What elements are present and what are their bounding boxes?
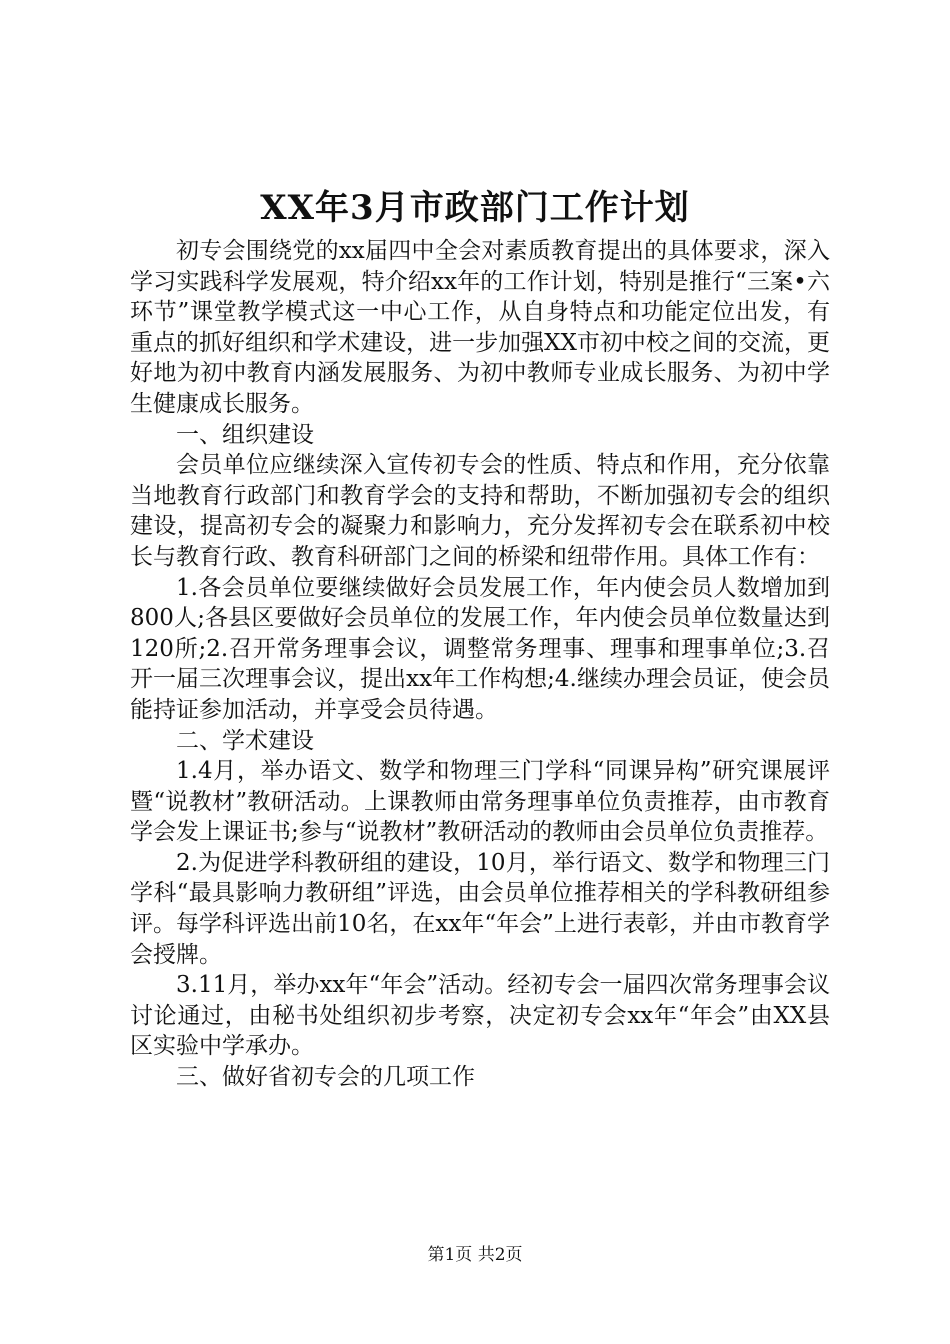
organization-paragraph: 会员单位应继续深入宣传初专会的性质、特点和作用，充分依靠当地教育行政部门和教育学会的支持和帮助，不断加强初专会的组织建设，提高初专会的凝聚力和影响力，充分发挥初专会在联系初中校长与教育行政、教育科研部门之间的桥梁和纽带作用。具体工作有：: [130, 452, 830, 570]
document-title: XX年3月市政部门工作计划: [260, 188, 690, 228]
document-body: [130, 236, 830, 1093]
organization-tasks-paragraph: 1.各会员单位要继续做好会员发展工作，年内使会员人数增加到800人;各县区要做好会员单位的发展工作，年内使会员单位数量达到120所;2.召开常务理事会议，调整常务理事、理事和理事单位;3.召开一届三次理事会议，提出xx年工作构想;4.继续办理会员证，使会员能持证参加活动，并享受会员待遇。: [130, 574, 830, 723]
intro-paragraph: 初专会围绕党的xx届四中全会对素质教育提出的具体要求，深入学习实践科学发展观，特介绍xx年的工作计划，特别是推行“三案•六环节”课堂教学模式这一中心工作，从自身特点和功能定位出发，有重点的抓好组织和学术建设，进一步加强XX市初中校之间的交流，更好地为初中教育内涵发展服务、为初中教师专业成长服务、为初中学生健康成长服务。: [130, 238, 830, 417]
section-heading-provincial: 三、做好省初专会的几项工作: [176, 1064, 475, 1091]
page-footer: 第1页 共2页: [427, 1245, 523, 1265]
section-heading-academic: 二、学术建设: [176, 727, 314, 754]
section-heading-organization: 一、组织建设: [176, 421, 314, 448]
academic-item-3: 3.11月，举办xx年“年会”活动。经初专会一届四次常务理事会议讨论通过，由秘书处组织初步考察，决定初专会xx年“年会”由XX县区实验中学承办。: [130, 972, 830, 1060]
academic-item-2: 2.为促进学科教研组的建设，10月，举行语文、数学和物理三门学科“最具影响力教研组”评选，由会员单位推荐相关的学科教研组参评。每学科评选出前10名，在xx年“年会”上进行表彰，并由市教育学会授牌。: [130, 849, 830, 968]
academic-item-1: 1.4月，举办语文、数学和物理三门学科“同课异构”研究课展评暨“说教材”教研活动。上课教师由常务理事单位负责推荐，由市教育学会发上课证书;参与“说教材”教研活动的教师由会员单位负责推荐。: [130, 758, 830, 846]
